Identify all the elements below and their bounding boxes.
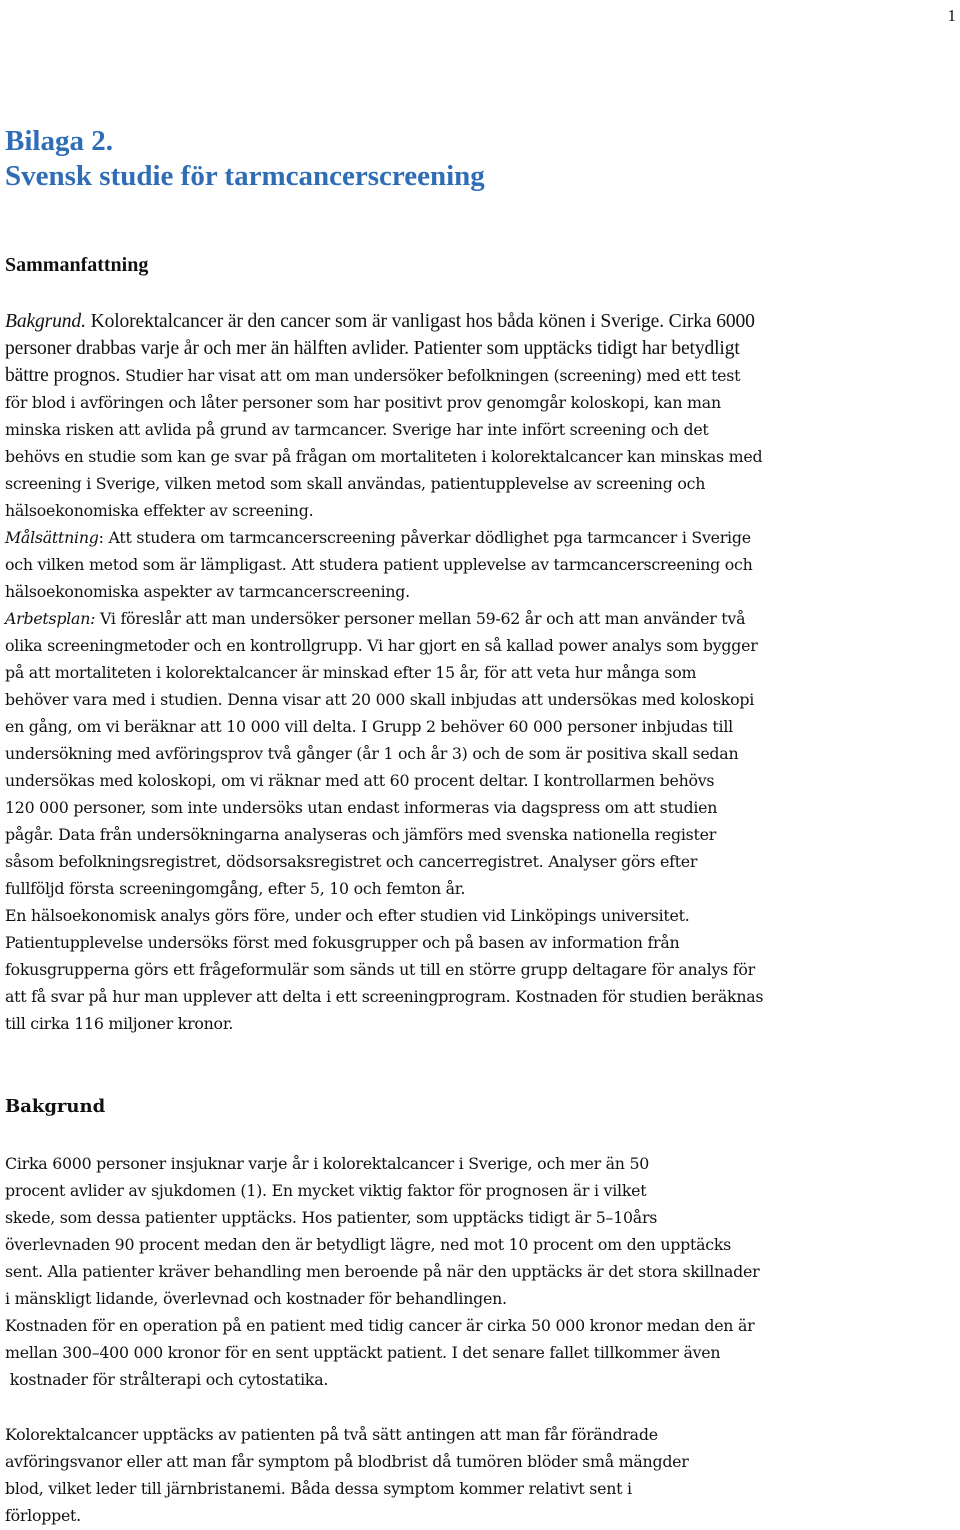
background-line: Cirka 6000 personer insjuknar varje år i kolorektalcancer i Sverige, och mer än 50 (5, 1154, 650, 1173)
background-line: Kostnaden för en operation på en patient med tidig cancer är cirka 50 000 kronor medan den är (5, 1316, 755, 1335)
background-paragraph-1 (5, 1150, 957, 1393)
background-line: mellan 300–400 000 kronor för en sent upptäckt patient. I det senare fallet tillkommer även (5, 1343, 721, 1362)
summary-line: på att mortaliteten i kolorektalcancer är minskad efter 15 år, för att veta hur många som (5, 663, 697, 682)
summary-line: screening i Sverige, vilken metod som skall användas, patientupplevelse av screening och (5, 474, 706, 493)
page-number: 1 (947, 6, 956, 25)
summary-line: Patientupplevelse undersöks först med fokusgrupper och på basen av information från (5, 933, 680, 952)
summary-line (5, 605, 957, 632)
background-line: blod, vilket leder till järnbristanemi. Båda dessa symptom kommer relativt sent i (5, 1479, 632, 1498)
summary-line: fullföljd första screeningomgång, efter 5, 10 och femton år. (5, 879, 466, 898)
summary-line: behöver vara med i studien. Denna visar att 20 000 skall inbjudas att undersökas med koloskopi (5, 690, 755, 709)
summary-line: och vilken metod som är lämpligast. Att studera patient upplevelse av tarmcancerscreening och (5, 555, 753, 574)
background-line: skede, som dessa patienter upptäcks. Hos patienter, som upptäcks tidigt är 5–10års (5, 1208, 658, 1227)
background-line: Kolorektalcancer upptäcks av patienten på två sätt antingen att man får förändrade (5, 1425, 658, 1444)
summary-line: undersökas med koloskopi, om vi räknar med att 60 procent deltar. I kontrollarmen behövs (5, 771, 715, 790)
summary-section (5, 308, 957, 1037)
background-line: förloppet. (5, 1506, 81, 1525)
summary-line: till cirka 116 miljoner kronor. (5, 1014, 234, 1033)
summary-line-text: Studier har visat att om man undersöker befolkningen (screening) med ett test (120, 366, 741, 385)
summary-line: såsom befolkningsregistret, dödsorsaksregistret och cancerregistret. Analyser görs efter (5, 852, 698, 871)
summary-line: 120 000 personer, som inte undersöks utan endast informeras via dagspress om att studien (5, 798, 718, 817)
background-heading: Bakgrund (5, 1096, 106, 1117)
summary-line: hälsoekonomiska aspekter av tarmcancerscreening. (5, 582, 410, 601)
summary-line: En hälsoekonomisk analys görs före, under och efter studien vid Linköpings universitet. (5, 906, 690, 925)
background-line: överlevnaden 90 procent medan den är betydligt lägre, ned mot 10 procent om den upptäcks (5, 1235, 732, 1254)
plan-label: Arbetsplan: (5, 609, 96, 628)
summary-line: fokusgrupperna görs ett frågeformulär som sänds ut till en större grupp deltagare för analys för (5, 960, 755, 979)
summary-line: hälsoekonomiska effekter av screening. (5, 501, 314, 520)
summary-line: behövs en studie som kan ge svar på frågan om mortaliteten i kolorektalcancer kan minskas med (5, 447, 763, 466)
background-line: kostnader för strålterapi och cytostatika. (5, 1370, 329, 1389)
summary-line: att få svar på hur man upplever att delta i ett screeningprogram. Kostnaden för studien beräknas (5, 987, 764, 1006)
summary-line: personer drabbas varje år och mer än hälften avlider. Patienter som upptäcks tidigt har betydligt (5, 338, 740, 359)
background-line: avföringsvanor eller att man får symptom på blodbrist då tumören blöder små mängder (5, 1452, 689, 1471)
background-line: i mänskligt lidande, överlevnad och kostnader för behandlingen. (5, 1289, 507, 1308)
summary-line: pågår. Data från undersökningarna analyseras och jämförs med svenska nationella register (5, 825, 716, 844)
summary-line (5, 524, 957, 551)
background-label: Bakgrund. (5, 311, 86, 332)
background-line: sent. Alla patienter kräver behandling men beroende på när den upptäcks är det stora skillnader (5, 1262, 760, 1281)
goal-label: Målsättning (5, 528, 99, 547)
summary-line: en gång, om vi beräknar att 10 000 vill delta. I Grupp 2 behöver 60 000 personer inbjudas till (5, 717, 733, 736)
summary-line: minska risken att avlida på grund av tarmcancer. Sverige har inte infört screening och det (5, 420, 709, 439)
title-line-2: Svensk studie för tarmcancerscreening (5, 160, 485, 192)
background-paragraph-2 (5, 1421, 957, 1529)
summary-line (5, 362, 957, 389)
summary-line-text: : Att studera om tarmcancerscreening påverkar dödlighet pga tarmcancer i Sverige (98, 528, 751, 547)
title-line-1: Bilaga 2. (5, 125, 113, 157)
summary-line-text: Kolorektalcancer är den cancer som är vanligast hos båda könen i Sverige. Cirka 6000 (85, 311, 755, 332)
summary-line-text: bättre prognos. (5, 365, 121, 386)
summary-line: undersökning med avföringsprov två gånger (år 1 och år 3) och de som är positiva skall sedan (5, 744, 739, 763)
summary-line (5, 308, 957, 335)
document-title (5, 124, 485, 194)
summary-line-text: Vi föreslår att man undersöker personer mellan 59-62 år och att man använder två (95, 609, 746, 628)
summary-heading: Sammanfattning (5, 254, 149, 276)
summary-line: olika screeningmetoder och en kontrollgrupp. Vi har gjort en så kallad power analys som bygger (5, 636, 758, 655)
background-line: procent avlider av sjukdomen (1). En mycket viktig faktor för prognosen är i vilket (5, 1181, 647, 1200)
summary-line: för blod i avföringen och låter personer som har positivt prov genomgår koloskopi, kan man (5, 393, 721, 412)
